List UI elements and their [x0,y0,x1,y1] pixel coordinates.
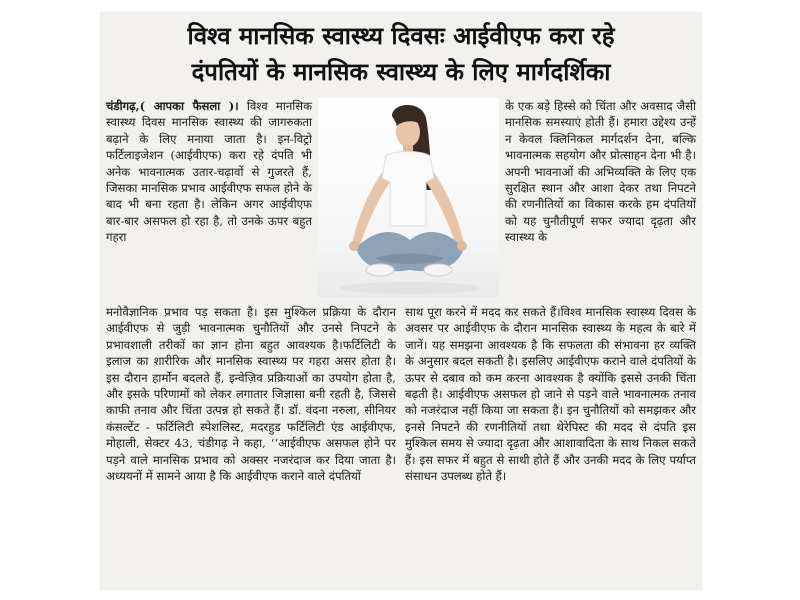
body-left-top: विश्व मानसिक स्वास्थ्य दिवस मानसिक स्वास्थ्य की जागरुकता बढ़ाने के लिए मनाया जाता है। इन-विट्रो फर्टिलाइजेशन (आईवीएफ) करा रहे दंपति भी अनेक भावनात्मक उतार-चढ़ावों से गुजरते हैं, जिसका मानसिक प्रभाव आईवीएफ सफल होने के बाद भी बना रहता है। लेकिन अगर आईवीएफ बार-बार असफल हो रहा है, तो उनके ऊपर बहुत गहरा [106,99,312,245]
newspaper-clipping [100,12,702,590]
column-left-top [106,98,312,246]
body-right-top: के एक बड़े हिस्से को चिंता और अवसाद जैसी मानसिक समस्याएं होती हैं। हमारा उद्देश्य उन्हें न केवल क्लिनिकल मार्गदर्शन देना, बल्कि भावनात्मक सहयोग और प्रोत्साहन देना भी है। अपनी भावनाओं की अभिव्यक्ति के लिए एक सुरक्षित स्थान और आशा देकर तथा निपटने की रणनीतियों का विकास करके हम दंपतियों को यह चुनौतीपूर्ण सफर ज्यादा दृढ़ता और स्वास्थ्य के [505,99,696,245]
body-right-bottom: साथ पूरा करने में मदद कर सकते हैं।विश्व मानसिक स्वास्थ्य दिवस के अवसर पर आईवीएफ के दौरान मानसिक स्वास्थ्य के महत्व के बारे में जानें। यह समझना आवश्यक है कि सफलता की संभावना हर व्यक्ति के अनुसार बदल सकती है। इसलिए आईवीएफ कराने वाले दंपतियों के ऊपर से दबाव को कम करना आवश्यक है क्योंकि इससे उनकी चिंता बढ़ती है। आईवीएफ असफल हो जाने से पड़ने वाले भावनात्मक तनाव को नजरंदाज नहीं किया जा सकता है। इन चुनौतियों को समझकर और इनसे निपटने की रणनीतियों तथा थेरेपिस्ट की मदद से दंपति इस मुश्किल समय से ज्यादा दृढ़ता और आशावादिता के साथ निकल सकते हैं। इस सफर में बहुत से साथी होते हैं और उनकी मदद के लिए पर्याप्त संसाधन उपलब्ध होते हैं। [405,305,696,484]
column-left-bottom [106,304,396,484]
column-right-bottom [405,304,696,484]
headline [100,18,702,90]
headline-line-1: विश्व मानसिक स्वास्थ्य दिवसः आईवीएफ करा रहे [187,22,615,50]
meditating-woman-illustration [318,98,499,297]
column-right-top [505,98,696,246]
dateline: चंडीगढ़,( आपका फैसला )। [106,99,239,113]
meditation-photo [318,98,499,297]
headline-line-2: दंपतियों के मानसिक स्वास्थ्य के लिए मार्गदर्शिका [191,58,611,86]
body-left-bottom: मनोवैज्ञानिक प्रभाव पड़ सकता है। इस मुश्किल प्रक्रिया के दौरान आईवीएफ से जुड़ी भावनात्मक चुनौतियों और उनसे निपटने के प्रभावशाली तरीकों का ज्ञान होना बहुत आवश्यक है।फर्टिलिटी के इलाज का शारीरिक और मानसिक स्वास्थ्य पर गहरा असर होता है। इस दौरान हार्मोन बदलते हैं, इन्वेज़िव प्रक्रियाओं का उपयोग होता है, और इसके परिणामों को लेकर लगातार जिज्ञासा बनी रहती है, जिससे काफी तनाव और चिंता उत्पन्न हो सकते हैं। डॉ. वंदना नरुला, सीनियर कंसल्टेंट - फर्टिलिटी स्पेशलिस्ट, मदरहुड फर्टिलिटी एंड आईवीएफ, मोहाली, सेक्टर 43, चंडीगढ़ ने कहा, ‘‘आईवीएफ असफल होने पर पड़ने वाले मानसिक प्रभाव को अक्सर नजरंदाज कर दिया जाता है। अध्ययनों में सामने आया है कि आईवीएफ कराने वाले दंपतियों [106,305,396,484]
